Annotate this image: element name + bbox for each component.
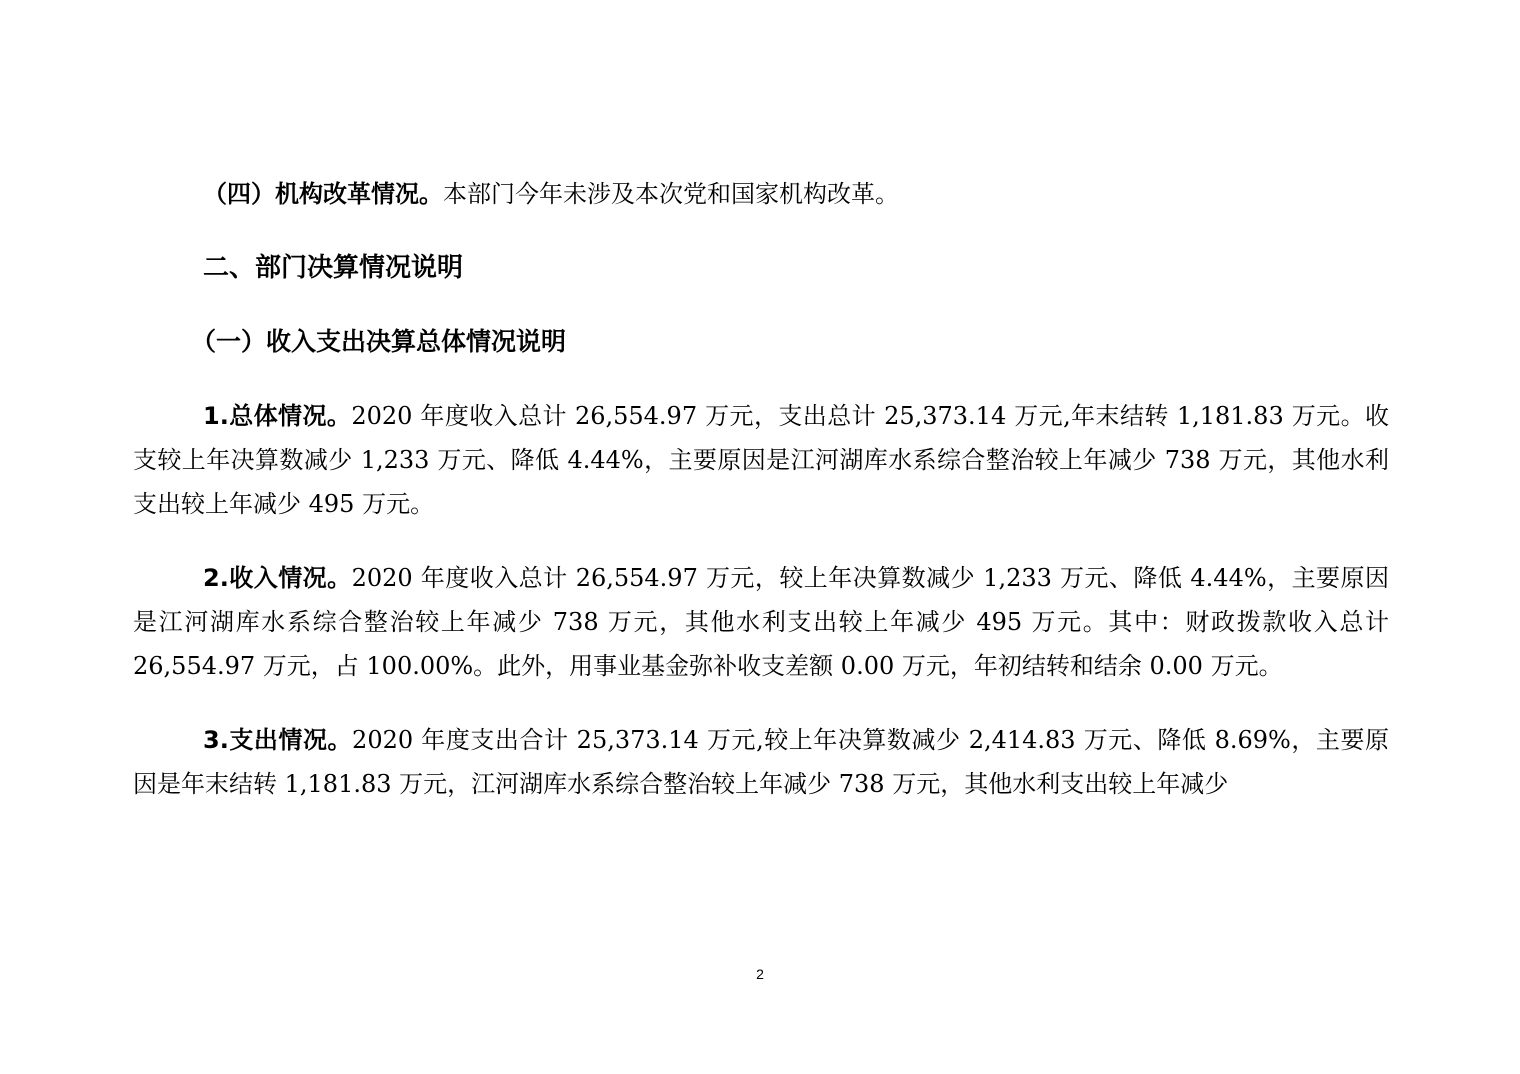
sub-heading: （一）收入支出决算总体情况说明 xyxy=(191,327,567,356)
paragraph-text: 2020 年度收入总计 26,554.97 万元，较上年决算数减少 1,233 万元、降低 4.44%，主要原因是江河湖库水系综合整治较上年减少 738 万元，其他水利支出较上年减少 495 万元。其中：财政拨款收入总计 26,554.97 万元，占 100.00%。此外，用事业基金弥补收支差额 0.00 万元，年初结转和结余 0.00 万元。 xyxy=(133,564,1389,680)
paragraph-expenditure xyxy=(133,718,1389,806)
page-number: 2 xyxy=(756,966,764,982)
document-body xyxy=(133,172,1389,836)
paragraph-institutional-reform xyxy=(133,172,1389,216)
paragraph-lead: 3.支出情况。 xyxy=(203,726,353,754)
paragraph-text: 2020 年度支出合计 25,373.14 万元,较上年决算数减少 2,414.83 万元、降低 8.69%，主要原因是年末结转 1,181.83 万元，江河湖库水系综合整治较上年减少 738 万元，其他水利支出较上年减少 xyxy=(133,726,1389,798)
paragraph-lead: 1.总体情况。 xyxy=(203,402,352,430)
paragraph-text: 2020 年度收入总计 26,554.97 万元，支出总计 25,373.14 万元,年末结转 1,181.83 万元。收支较上年决算数减少 1,233 万元、降低 4.44%，主要原因是江河湖库水系综合整治较上年减少 738 万元，其他水利支出较上年减少 495 万元。 xyxy=(133,402,1389,518)
paragraph-lead: 2.收入情况。 xyxy=(203,564,352,592)
paragraph-lead: （四）机构改革情况。 xyxy=(203,180,443,208)
paragraph-text: 本部门今年未涉及本次党和国家机构改革。 xyxy=(443,180,899,208)
paragraph-income xyxy=(133,556,1389,688)
paragraph-overall xyxy=(133,394,1389,526)
section-heading: 二、部门决算情况说明 xyxy=(203,253,464,283)
